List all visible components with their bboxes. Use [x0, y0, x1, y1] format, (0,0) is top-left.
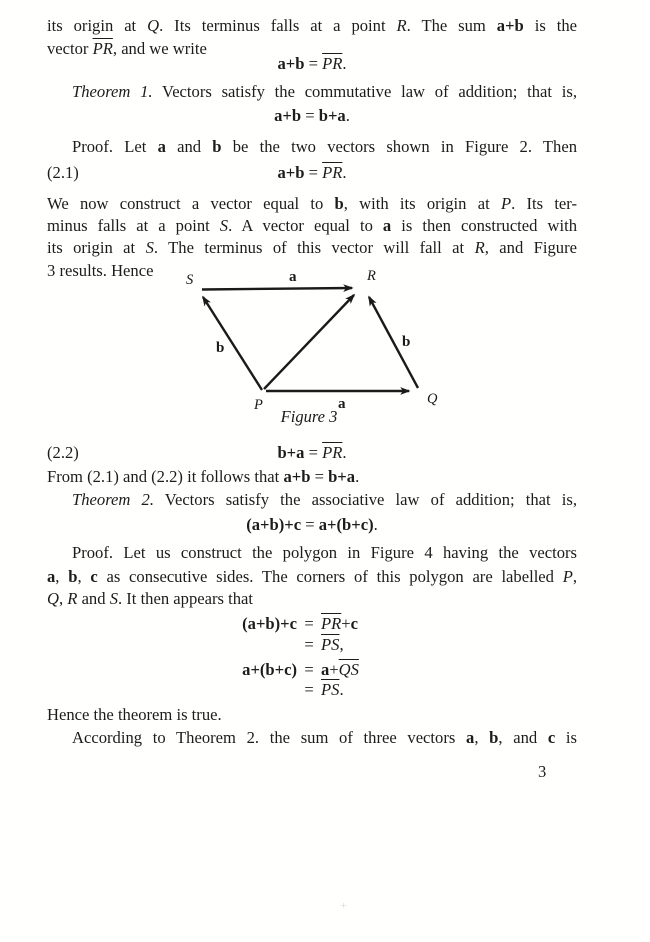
vector-label-a-bottom: a	[338, 396, 346, 412]
body-line-9: Q, R and S. It then appears that	[47, 589, 253, 608]
theorem-2-line: Theorem 2. Vectors satisfy the associative law of addition; that is,	[72, 490, 577, 509]
body-line-7: From (2.1) and (2.2) it follows that a+b = b+a.	[47, 467, 360, 486]
aligned-equation-row-4	[47, 678, 577, 701]
equation-number-2-2: (2.2)	[47, 443, 79, 462]
vertex-label-q: Q	[427, 391, 438, 407]
body-line-6: 3 results. Hence	[47, 261, 154, 280]
equals-sign: =	[304, 635, 314, 654]
body-line-3: We now construct a vector equal to b, with its origin at P. Its ter-	[47, 194, 578, 213]
numbered-equation-2-1	[47, 161, 577, 184]
figure-caption: Figure 3	[280, 407, 338, 426]
equation-lhs: a+(b+c)	[242, 660, 297, 679]
vertex-label-s: S	[186, 272, 194, 288]
proof-1-line: Proof. Let a and b be the two vectors shown in Figure 2. Then	[72, 137, 577, 156]
theorem-1-line: Theorem 1. Vectors satisfy the commutative law of addition; that is,	[72, 82, 577, 101]
equals-sign: =	[304, 680, 314, 699]
aligned-equation-row-1	[47, 612, 577, 635]
vertex-label-r: R	[367, 268, 376, 284]
body-line-4: minus falls at a point S. A vector equal to a is then constructed with	[47, 216, 577, 235]
scan-artifact: +	[340, 898, 347, 912]
display-formula-3: (a+b)+c = a+(b+c).	[246, 515, 378, 534]
body-line-11: According to Theorem 2. the sum of three vectors a, b, and c is	[72, 728, 578, 747]
vector-a-top-s-to-r	[202, 288, 352, 290]
vector-b-right-q-to-r	[369, 297, 418, 388]
equals-sign: =	[304, 660, 314, 679]
equation-2-2-formula: $b+a = \overline{PR}$.	[277, 443, 347, 462]
display-formula-2: a+b = b+a.	[274, 106, 350, 125]
equation-rhs: $\overline{PR}+c$	[321, 614, 359, 633]
figure-3-vector-diagram	[178, 260, 454, 430]
body-line-1: its origin at Q. Its terminus falls at a point R. The sum a+b is the	[47, 16, 577, 35]
equation-rhs: $\overline{PS}$.	[321, 680, 344, 699]
display-formula-1: $a+b = \overline{PR}$.	[277, 54, 347, 73]
vector-label-b-left: b	[216, 340, 225, 356]
body-line-8: a, b, c as consecutive sides. The corners of this polygon are labelled P,	[47, 567, 578, 586]
equation-rhs: $a+\overline{QS}$	[321, 660, 359, 679]
equation-number-2-1: (2.1)	[47, 163, 79, 182]
equation-lhs: (a+b)+c	[242, 614, 297, 633]
aligned-equation-row-2	[47, 633, 577, 656]
vector-sum-p-to-r	[264, 295, 354, 389]
vertex-label-p: P	[254, 397, 263, 413]
body-line-10: Hence the theorem is true.	[47, 705, 222, 724]
equals-sign: =	[304, 614, 314, 633]
page-number: 3	[538, 762, 547, 781]
equation-rhs: $\overline{PS}$,	[321, 635, 344, 654]
vector-label-a-top: a	[289, 269, 297, 285]
body-line-2: vector $\overline{PR}$, and we write	[47, 39, 207, 58]
vector-label-b-right: b	[402, 334, 411, 350]
numbered-equation-2-2	[47, 441, 577, 464]
body-line-5: its origin at S. The terminus of this vector will fall at R, and Figure	[47, 238, 577, 257]
proof-2-line: Proof. Let us construct the polygon in Figure 4 having the vectors	[72, 543, 577, 562]
equation-2-1-formula: $a+b = \overline{PR}$.	[277, 163, 347, 182]
vector-b-left-p-to-s	[203, 297, 262, 390]
